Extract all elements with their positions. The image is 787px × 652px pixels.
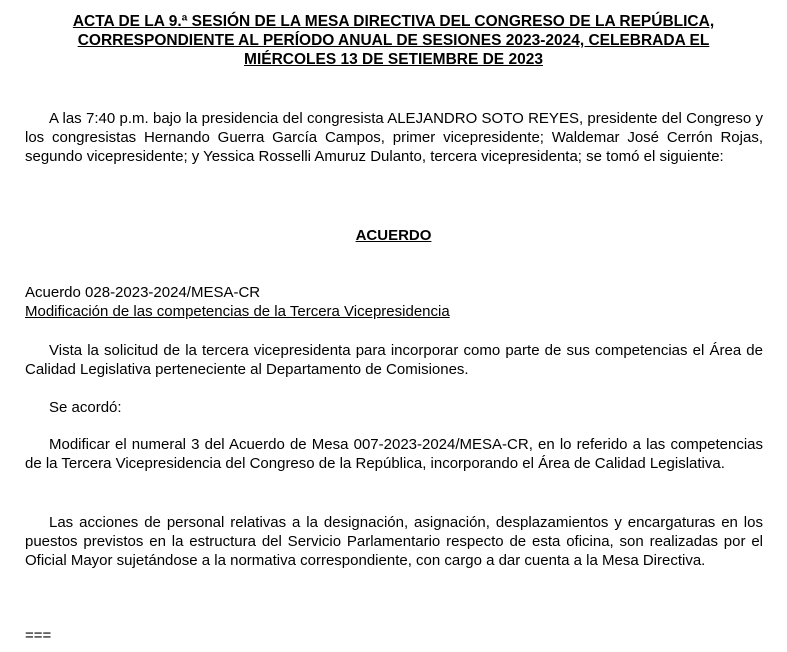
end-marker: === bbox=[25, 627, 52, 644]
title-line-1: ACTA DE LA 9.ª SESIÓN DE LA MESA DIRECTIVA DEL CONGRESO DE LA REPÚBLICA, bbox=[72, 13, 715, 30]
title-line-3: MIÉRCOLES 13 DE SETIEMBRE DE 2023 bbox=[244, 51, 543, 68]
agreement-paragraph: Se acordó: bbox=[49, 399, 122, 416]
agreement-paragraph: Vista la solicitud de la tercera vicepresidenta para incorporar como parte de sus competencias el Área de Calidad Legislativa perteneciente al Departamento de Comisiones. bbox=[25, 342, 763, 378]
section-heading: ACUERDO bbox=[355, 227, 432, 244]
agreement-subject: Modificación de las competencias de la Tercera Vicepresidencia bbox=[25, 303, 450, 320]
agreement-paragraph: Las acciones de personal relativas a la designación, asignación, desplazamientos y encargaturas en los puestos previstos en la estructura del Servicio Parlamentario respecto de esta oficina, son realizadas por el Oficial Mayor sujetándose a la normativa correspondiente, con cargo a dar cuenta a la Mesa Directiva. bbox=[25, 514, 763, 569]
title-line-2: CORRESPONDIENTE AL PERÍODO ANUAL DE SESIONES 2023-2024, CELEBRADA EL bbox=[77, 32, 710, 49]
agreement-paragraph: Modificar el numeral 3 del Acuerdo de Mesa 007-2023-2024/MESA-CR, en lo referido a las competencias de la Tercera Vicepresidencia del Congreso de la República, incorporando el Área de Calidad Legislativa. bbox=[25, 436, 763, 472]
document-title bbox=[22, 12, 765, 69]
intro-paragraph: A las 7:40 p.m. bajo la presidencia del congresista ALEJANDRO SOTO REYES, presidente del Congreso y los congresistas Hernando Guerra García Campos, primer vicepresidente; Waldemar José Cerrón Rojas, segundo vicepresidente; y Yessica Rosselli Amuruz Dulanto, tercera vicepresidenta; se tomó el siguiente: bbox=[25, 110, 763, 165]
agreement-reference: Acuerdo 028-2023-2024/MESA-CR bbox=[25, 284, 261, 301]
